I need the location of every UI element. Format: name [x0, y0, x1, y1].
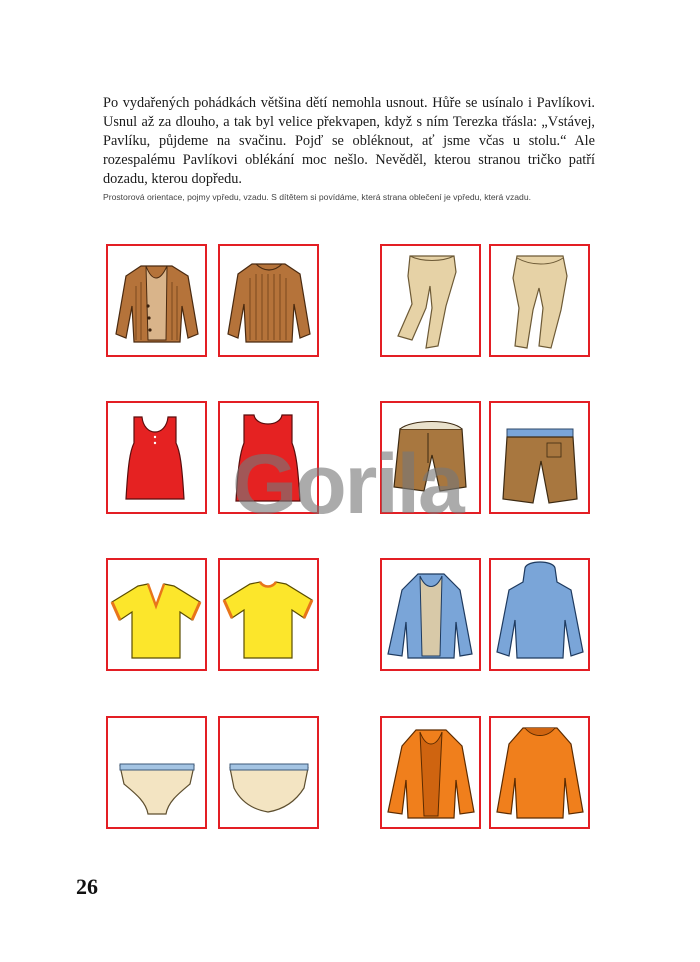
- fur-coat-back-icon: [491, 718, 588, 827]
- story-paragraph: Po vydařených pohádkách většina dětí nemohla usnout. Hůře se usínalo i Pavlíkovi. Usnul až za dlouho, a tak byl velice překvapen, když s ním Terezka třásla: „Vstávej, Pavlíku, půjdeme na svačinu. Pojď se obléknout, ať jsme včas u stolu.“ Ale rozespalému Pavlíkovi oblékání moc nešlo. Nevěděl, kterou stranou tričko patří dozadu, kterou dopředu.: [103, 95, 595, 187]
- t-shirt-front-icon: [108, 560, 205, 669]
- briefs-back-icon: [220, 718, 317, 827]
- card-t-shirt-front: [106, 558, 207, 671]
- card-cardigan-front: [106, 244, 207, 357]
- card-cardigan-back: [218, 244, 319, 357]
- card-tights-front: [380, 244, 481, 357]
- card-briefs-back: [218, 716, 319, 829]
- page-number: 26: [76, 874, 98, 899]
- card-jacket-back: [489, 558, 590, 671]
- watermark: Gorila: [232, 437, 463, 531]
- card-shorts-back: [489, 401, 590, 514]
- jacket-back-icon: [491, 560, 588, 669]
- tights-front-icon: [382, 246, 479, 355]
- briefs-front-icon: [108, 718, 205, 827]
- tank-top-back-icon: [220, 403, 317, 512]
- card-fur-coat-back: [489, 716, 590, 829]
- shorts-front-icon: [382, 403, 479, 512]
- fur-coat-front-icon: [382, 718, 479, 827]
- shorts-back-icon: [491, 403, 588, 512]
- card-tights-back: [489, 244, 590, 357]
- card-tank-top-front: [106, 401, 207, 514]
- card-jacket-front: [380, 558, 481, 671]
- cardigan-back-icon: [220, 246, 317, 355]
- cardigan-front-icon: [108, 246, 205, 355]
- instruction-note: Prostorová orientace, pojmy vpředu, vzadu. S dítětem si povídáme, která strana oblečení je vpředu, která vzadu.: [103, 192, 532, 202]
- card-fur-coat-front: [380, 716, 481, 829]
- t-shirt-back-icon: [220, 560, 317, 669]
- tank-top-front-icon: [108, 403, 205, 512]
- card-tank-top-back: [218, 401, 319, 514]
- card-t-shirt-back: [218, 558, 319, 671]
- card-shorts-front: [380, 401, 481, 514]
- jacket-front-icon: [382, 560, 479, 669]
- tights-back-icon: [491, 246, 588, 355]
- card-briefs-front: [106, 716, 207, 829]
